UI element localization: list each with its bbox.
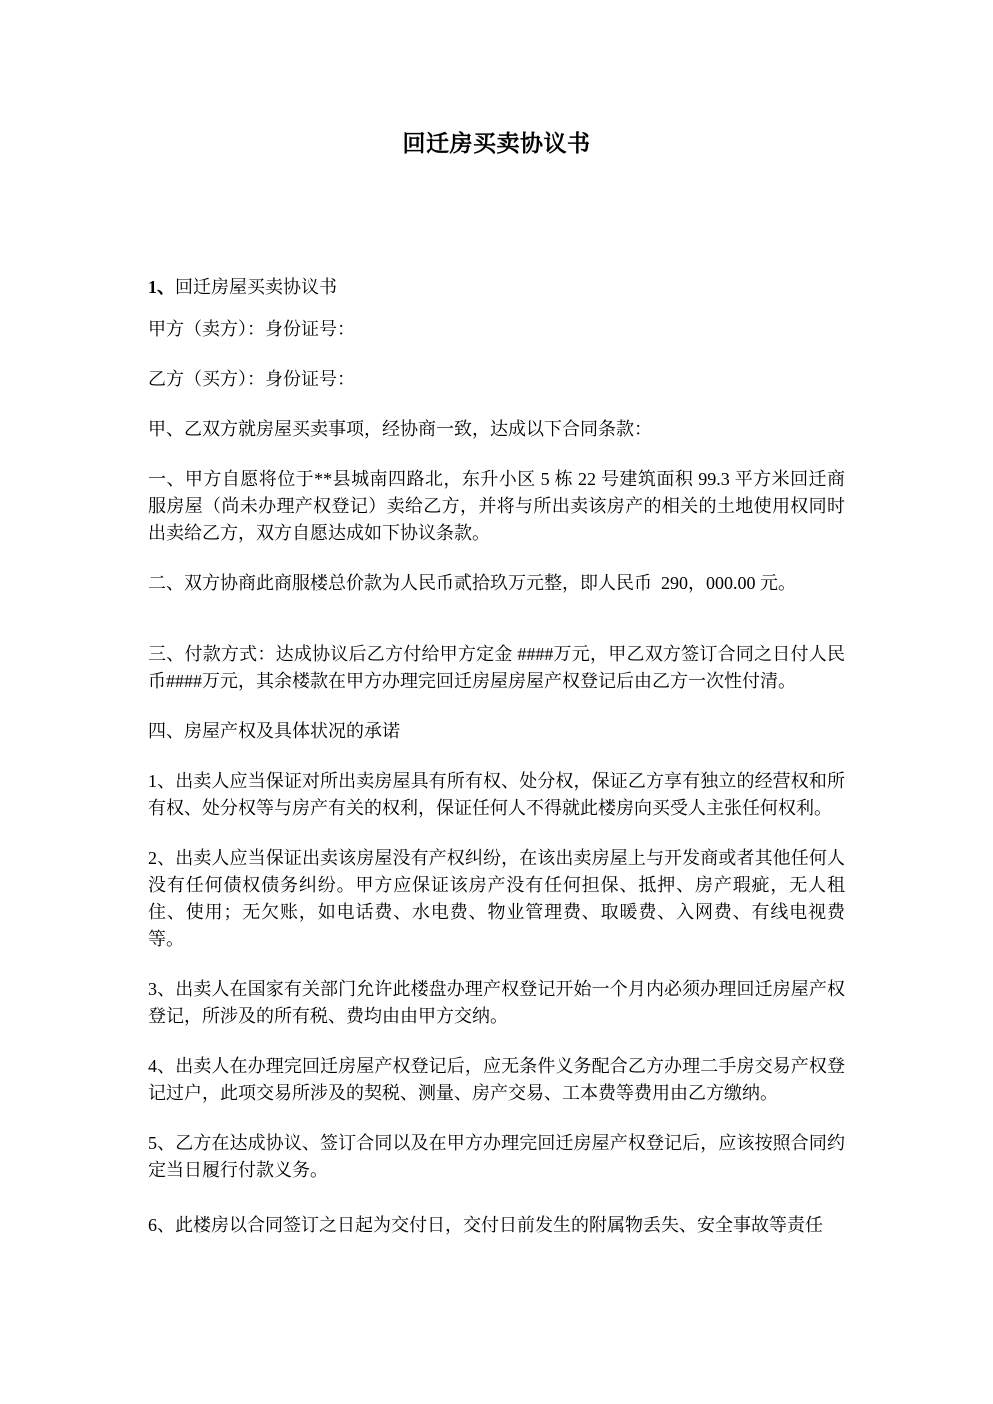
clause-4-item-4: 4、出卖人在办理完回迁房屋产权登记后，应无条件义务配合乙方办理二手房交易产权登记过户，此项交易所涉及的契税、测量、房产交易、工本费等费用由乙方缴纳。 [148,1056,845,1103]
clause-3-payment: 三、付款方式：达成协议后乙方付给甲方定金 ####万元，甲乙双方签订合同之日付人民币####万元，其余楼款在甲方办理完回迁房屋房屋产权登记后由乙方一次性付清。 [148,644,845,691]
clause-heading-text: 回迁房屋买卖协议书 [175,277,337,297]
paragraph-party-b: 乙方（买方）：身份证号： [148,369,355,389]
paragraph-preamble: 甲、乙双方就房屋买卖事项，经协商一致，达成以下合同条款： [148,419,652,439]
paragraph-party-a: 甲方（卖方）：身份证号： [148,319,355,339]
clause-heading-number: 1、 [148,277,175,297]
clause-4-item-1: 1、出卖人应当保证对所出卖房屋具有所有权、处分权，保证乙方享有独立的经营权和所有权、处分权等与房产有关的权利，保证任何人不得就此楼房向买受人主张任何权利。 [148,771,845,818]
clause-heading [148,274,845,301]
document-title: 回迁房买卖协议书 [402,131,591,156]
clause-2-price: 二、双方协商此商服楼总价款为人民币贰拾玖万元整，即人民币 290，000.00 元。 [148,573,796,593]
document-content [148,129,845,1239]
clause-4-item-6: 6、此楼房以合同签订之日起为交付日，交付日前发生的附属物丢失、安全事故等责任 [148,1215,823,1235]
clause-4-item-2: 2、出卖人应当保证出卖该房屋没有产权纠纷，在该出卖房屋上与开发商或者其他任何人没有任何债权债务纠纷。甲方应保证该房产没有任何担保、抵押、房产瑕疵，无人租住、使用；无欠账，如电话费、水电费、物业管理费、取暖费、入网费、有线电视费等。 [148,848,845,949]
clause-4-item-3: 3、出卖人在国家有关部门允许此楼盘办理产权登记开始一个月内必须办理回迁房屋产权登记，所涉及的所有税、费均由由甲方交纳。 [148,979,845,1026]
clause-1: 一、甲方自愿将位于**县城南四路北，东升小区 5 栋 22 号建筑面积 99.3 平方米回迁商服房屋（尚未办理产权登记）卖给乙方，并将与所出卖该房产的相关的土地使用权同时出卖给乙方，双方自愿达成如下协议条款。 [148,469,845,543]
clause-4-item-5: 5、乙方在达成协议、签订合同以及在甲方办理完回迁房屋产权登记后，应该按照合同约定当日履行付款义务。 [148,1133,845,1180]
clause-4-heading: 四、房屋产权及具体状况的承诺 [148,721,400,741]
